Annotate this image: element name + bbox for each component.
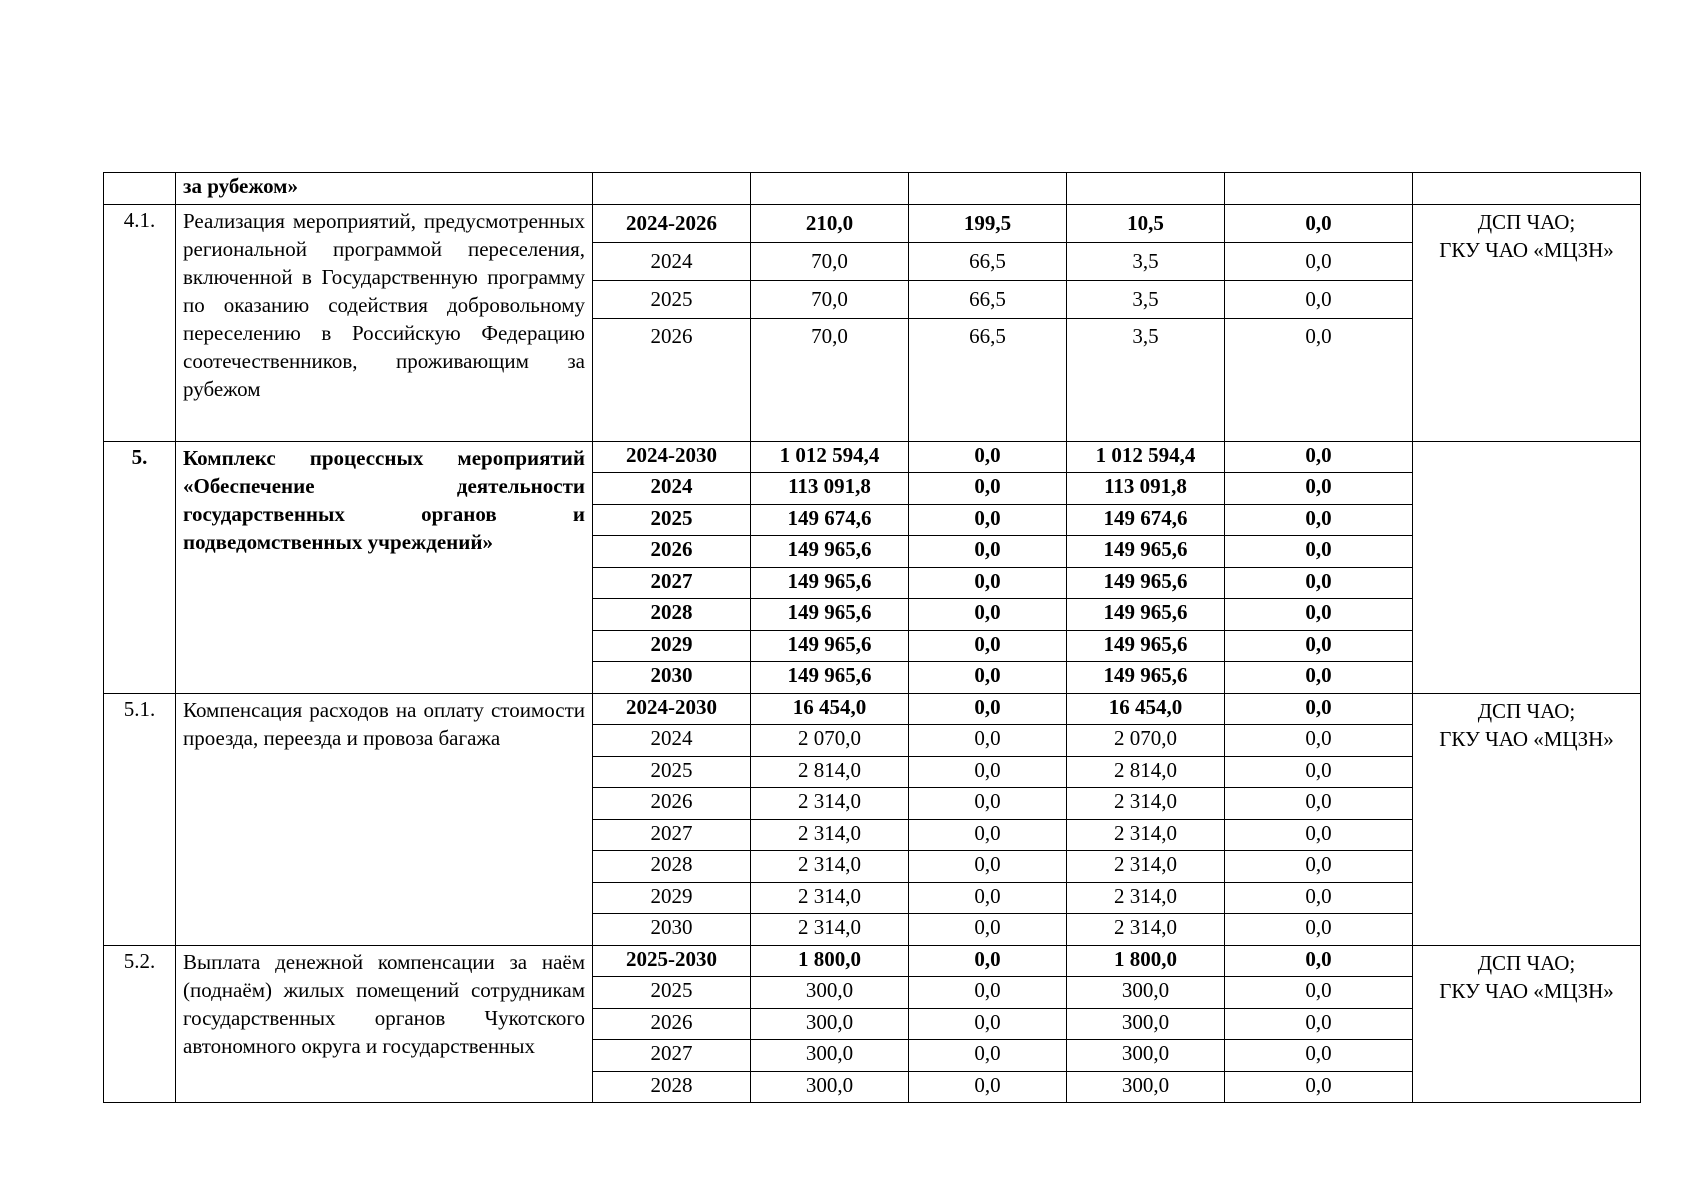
period-cell: 2029 bbox=[593, 882, 751, 914]
other-cell: 0,0 bbox=[1225, 318, 1413, 441]
regional-cell: 149 965,6 bbox=[1067, 599, 1225, 631]
period-cell: 2025 bbox=[593, 756, 751, 788]
total-cell: 16 454,0 bbox=[751, 693, 909, 725]
period-cell: 2025 bbox=[593, 977, 751, 1009]
other-cell: 0,0 bbox=[1225, 599, 1413, 631]
responsible-org-cell: ДСП ЧАО; ГКУ ЧАО «МЦЗН» bbox=[1413, 204, 1641, 441]
total-cell: 149 965,6 bbox=[751, 567, 909, 599]
total-cell: 1 012 594,4 bbox=[751, 441, 909, 473]
other-cell: 0,0 bbox=[1225, 914, 1413, 946]
table-row bbox=[104, 204, 1641, 242]
federal-cell: 0,0 bbox=[909, 567, 1067, 599]
period-cell: 2030 bbox=[593, 662, 751, 694]
federal-cell: 66,5 bbox=[909, 318, 1067, 441]
federal-cell: 0,0 bbox=[909, 725, 1067, 757]
period-cell: 2024-2026 bbox=[593, 204, 751, 242]
period-cell: 2025 bbox=[593, 504, 751, 536]
regional-cell: 2 314,0 bbox=[1067, 819, 1225, 851]
other-cell: 0,0 bbox=[1225, 536, 1413, 568]
regional-cell: 300,0 bbox=[1067, 1071, 1225, 1103]
total-cell: 300,0 bbox=[751, 1071, 909, 1103]
total-cell: 149 965,6 bbox=[751, 662, 909, 694]
total-cell: 149 965,6 bbox=[751, 536, 909, 568]
federal-cell: 0,0 bbox=[909, 473, 1067, 505]
period-cell: 2030 bbox=[593, 914, 751, 946]
total-cell: 149 965,6 bbox=[751, 630, 909, 662]
regional-cell: 3,5 bbox=[1067, 318, 1225, 441]
federal-cell: 0,0 bbox=[909, 1008, 1067, 1040]
total-cell: 300,0 bbox=[751, 1040, 909, 1072]
federal-cell: 0,0 bbox=[909, 536, 1067, 568]
total-cell: 300,0 bbox=[751, 1008, 909, 1040]
other-cell: 0,0 bbox=[1225, 662, 1413, 694]
row-number-cell: 5.2. bbox=[104, 945, 176, 1103]
period-cell: 2024 bbox=[593, 473, 751, 505]
other-cell: 0,0 bbox=[1225, 819, 1413, 851]
federal-cell: 0,0 bbox=[909, 819, 1067, 851]
federal-cell: 0,0 bbox=[909, 504, 1067, 536]
other-cell: 0,0 bbox=[1225, 441, 1413, 473]
other-cell: 0,0 bbox=[1225, 204, 1413, 242]
total-cell: 149 965,6 bbox=[751, 599, 909, 631]
regional-cell: 2 314,0 bbox=[1067, 914, 1225, 946]
period-cell: 2028 bbox=[593, 851, 751, 883]
table-row bbox=[104, 693, 1641, 725]
total-cell: 210,0 bbox=[751, 204, 909, 242]
period-cell: 2028 bbox=[593, 1071, 751, 1103]
other-cell: 0,0 bbox=[1225, 945, 1413, 977]
regional-cell: 2 814,0 bbox=[1067, 756, 1225, 788]
federal-cell: 0,0 bbox=[909, 945, 1067, 977]
row-number-cell: 5. bbox=[104, 441, 176, 693]
total-cell: 113 091,8 bbox=[751, 473, 909, 505]
other-cell: 0,0 bbox=[1225, 788, 1413, 820]
federal-cell: 0,0 bbox=[909, 662, 1067, 694]
federal-cell: 0,0 bbox=[909, 851, 1067, 883]
total-cell: 1 800,0 bbox=[751, 945, 909, 977]
period-cell: 2026 bbox=[593, 318, 751, 441]
other-cell: 0,0 bbox=[1225, 242, 1413, 280]
regional-cell: 1 800,0 bbox=[1067, 945, 1225, 977]
period-cell: 2024-2030 bbox=[593, 441, 751, 473]
continuation-text: за рубежом» bbox=[176, 173, 593, 205]
other-cell: 0,0 bbox=[1225, 725, 1413, 757]
period-cell: 2025-2030 bbox=[593, 945, 751, 977]
regional-cell: 149 965,6 bbox=[1067, 662, 1225, 694]
total-cell: 2 314,0 bbox=[751, 819, 909, 851]
total-cell: 70,0 bbox=[751, 318, 909, 441]
other-cell: 0,0 bbox=[1225, 977, 1413, 1009]
responsible-org-cell: ДСП ЧАО; ГКУ ЧАО «МЦЗН» bbox=[1413, 693, 1641, 945]
regional-cell: 300,0 bbox=[1067, 1040, 1225, 1072]
empty-cell bbox=[909, 173, 1067, 205]
period-cell: 2026 bbox=[593, 536, 751, 568]
federal-cell: 0,0 bbox=[909, 599, 1067, 631]
total-cell: 2 314,0 bbox=[751, 914, 909, 946]
regional-cell: 300,0 bbox=[1067, 977, 1225, 1009]
row-number-cell bbox=[104, 173, 176, 205]
period-cell: 2029 bbox=[593, 630, 751, 662]
other-cell: 0,0 bbox=[1225, 1040, 1413, 1072]
other-cell: 0,0 bbox=[1225, 473, 1413, 505]
activity-name-cell: Компенсация расходов на оплату стоимости проезда, переезда и провоза багажа bbox=[176, 693, 593, 945]
other-cell: 0,0 bbox=[1225, 882, 1413, 914]
other-cell: 0,0 bbox=[1225, 693, 1413, 725]
federal-cell: 0,0 bbox=[909, 630, 1067, 662]
total-cell: 2 814,0 bbox=[751, 756, 909, 788]
federal-cell: 0,0 bbox=[909, 441, 1067, 473]
federal-cell: 0,0 bbox=[909, 756, 1067, 788]
period-cell: 2025 bbox=[593, 280, 751, 318]
continuation-row bbox=[104, 173, 1641, 205]
empty-cell bbox=[1413, 173, 1641, 205]
program-financing-table bbox=[103, 172, 1641, 1103]
regional-cell: 10,5 bbox=[1067, 204, 1225, 242]
total-cell: 300,0 bbox=[751, 977, 909, 1009]
regional-cell: 149 965,6 bbox=[1067, 536, 1225, 568]
total-cell: 70,0 bbox=[751, 242, 909, 280]
responsible-org-cell bbox=[1413, 441, 1641, 693]
federal-cell: 0,0 bbox=[909, 1071, 1067, 1103]
federal-cell: 0,0 bbox=[909, 693, 1067, 725]
federal-cell: 0,0 bbox=[909, 1040, 1067, 1072]
regional-cell: 2 314,0 bbox=[1067, 882, 1225, 914]
period-cell: 2027 bbox=[593, 819, 751, 851]
other-cell: 0,0 bbox=[1225, 280, 1413, 318]
regional-cell: 2 070,0 bbox=[1067, 725, 1225, 757]
period-cell: 2028 bbox=[593, 599, 751, 631]
table-row bbox=[104, 441, 1641, 473]
total-cell: 149 674,6 bbox=[751, 504, 909, 536]
other-cell: 0,0 bbox=[1225, 756, 1413, 788]
empty-cell bbox=[593, 173, 751, 205]
federal-cell: 0,0 bbox=[909, 788, 1067, 820]
regional-cell: 2 314,0 bbox=[1067, 851, 1225, 883]
regional-cell: 16 454,0 bbox=[1067, 693, 1225, 725]
empty-cell bbox=[751, 173, 909, 205]
activity-name-cell: Выплата денежной компенсации за наём (поднаём) жилых помещений сотрудникам государственных органов Чукотского автономного округа и государственных bbox=[176, 945, 593, 1103]
period-cell: 2024 bbox=[593, 725, 751, 757]
row-number-cell: 5.1. bbox=[104, 693, 176, 945]
responsible-org-cell: ДСП ЧАО; ГКУ ЧАО «МЦЗН» bbox=[1413, 945, 1641, 1103]
regional-cell: 149 674,6 bbox=[1067, 504, 1225, 536]
other-cell: 0,0 bbox=[1225, 1071, 1413, 1103]
regional-cell: 2 314,0 bbox=[1067, 788, 1225, 820]
period-cell: 2024 bbox=[593, 242, 751, 280]
total-cell: 70,0 bbox=[751, 280, 909, 318]
regional-cell: 300,0 bbox=[1067, 1008, 1225, 1040]
activity-name-cell: Комплекс процессных мероприятий «Обеспечение деятельности государственных органов и подведомственных учреждений» bbox=[176, 441, 593, 693]
other-cell: 0,0 bbox=[1225, 1008, 1413, 1040]
other-cell: 0,0 bbox=[1225, 567, 1413, 599]
federal-cell: 0,0 bbox=[909, 977, 1067, 1009]
empty-cell bbox=[1225, 173, 1413, 205]
period-cell: 2026 bbox=[593, 1008, 751, 1040]
regional-cell: 1 012 594,4 bbox=[1067, 441, 1225, 473]
regional-cell: 3,5 bbox=[1067, 242, 1225, 280]
total-cell: 2 070,0 bbox=[751, 725, 909, 757]
empty-cell bbox=[1067, 173, 1225, 205]
regional-cell: 149 965,6 bbox=[1067, 630, 1225, 662]
table-body bbox=[104, 173, 1641, 1103]
federal-cell: 66,5 bbox=[909, 242, 1067, 280]
regional-cell: 149 965,6 bbox=[1067, 567, 1225, 599]
regional-cell: 3,5 bbox=[1067, 280, 1225, 318]
total-cell: 2 314,0 bbox=[751, 882, 909, 914]
period-cell: 2027 bbox=[593, 567, 751, 599]
total-cell: 2 314,0 bbox=[751, 851, 909, 883]
period-cell: 2024-2030 bbox=[593, 693, 751, 725]
table-row bbox=[104, 945, 1641, 977]
other-cell: 0,0 bbox=[1225, 851, 1413, 883]
period-cell: 2027 bbox=[593, 1040, 751, 1072]
federal-cell: 199,5 bbox=[909, 204, 1067, 242]
federal-cell: 0,0 bbox=[909, 882, 1067, 914]
other-cell: 0,0 bbox=[1225, 504, 1413, 536]
other-cell: 0,0 bbox=[1225, 630, 1413, 662]
period-cell: 2026 bbox=[593, 788, 751, 820]
regional-cell: 113 091,8 bbox=[1067, 473, 1225, 505]
federal-cell: 66,5 bbox=[909, 280, 1067, 318]
total-cell: 2 314,0 bbox=[751, 788, 909, 820]
activity-name-cell: Реализация мероприятий, предусмотренных региональной программой переселения, включенной в Государственную программу по оказанию содействия добровольному переселению в Российскую Федерацию соотечественников, проживающим за рубежом bbox=[176, 204, 593, 441]
federal-cell: 0,0 bbox=[909, 914, 1067, 946]
row-number-cell: 4.1. bbox=[104, 204, 176, 441]
